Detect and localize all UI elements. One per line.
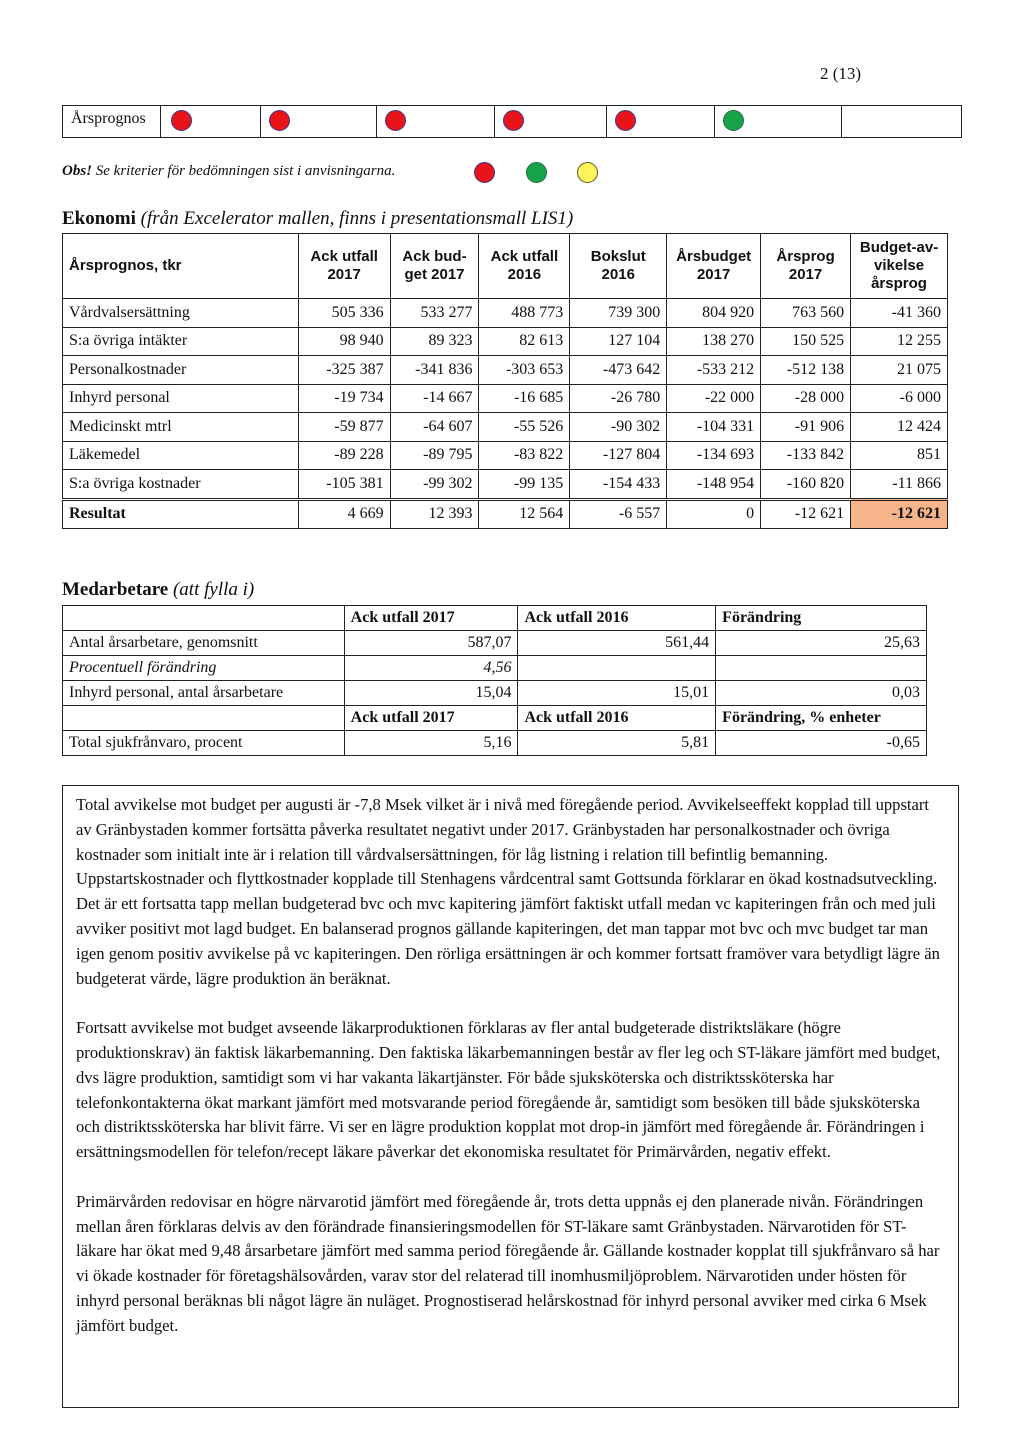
prognos-cell-2 [261,106,377,137]
ekonomi-column-header: Årsbudget 2017 [667,234,761,299]
medarbetare-heading [62,579,254,601]
table-cell: 15,01 [518,681,716,706]
status-legend [474,162,614,186]
table-cell: -127 804 [570,441,667,470]
criteria-note [62,163,395,180]
row-label: Personalkostnader [63,356,299,385]
row-label: Procentuell förändring [63,656,345,681]
table-cell: 505 336 [298,299,390,328]
table-cell: -105 381 [298,470,390,500]
table-cell: -473 642 [570,356,667,385]
table-cell: 15,04 [344,681,518,706]
table-cell: 763 560 [761,299,851,328]
medarbetare-title: Medarbetare [62,579,169,600]
table-cell: -14 667 [390,384,479,413]
row-label: Vårdvalsersättning [63,299,299,328]
criteria-note-text: Se kriterier för bedömningen sist i anvisningarna. [92,163,396,179]
table-cell: 150 525 [761,327,851,356]
row-label: Läkemedel [63,441,299,470]
table-cell: -341 836 [390,356,479,385]
commentary-paragraph: Fortsatt avvikelse mot budget avseende läkarproduktionen förklaras av fler antal budgeterade distriktsläkare (högre produktionskrav) än faktisk läkarbemanning. Den faktiska läkarbemanningen består av fler leg och ST-läkare jämfört med budget, dvs lägre produktion, samtidigt som vi har vakanta läkartjänster. För både sjuksköterska och distriktssköterska har telefonkontakterna ökat markant jämfört med motsvarande period föregående år, samtidigt som besöken till både sjuksköterska och distriktssköterska har blivit färre. Vi ser en lägre produktion kopplat mot drop-in jämfört med föregående år. Förändringen i ersättningsmodellen för telefon/recept läkare påverkar det ekonomiska resultatet för Primärvården, negativ effekt. [76,1018,941,1162]
table-row [63,356,948,385]
ekonomi-column-header: Budget-av- vikelse årsprog [851,234,948,299]
table-cell: -12 621 [851,499,948,528]
legend-dot-icon [474,162,495,183]
table-cell: 0 [667,499,761,528]
row-label: Antal årsarbetare, genomsnitt [63,631,345,656]
row-label: Medicinskt mtrl [63,413,299,442]
ekonomi-subtitle: (från Excelerator mallen, finns i presentationsmall LIS1) [135,208,574,229]
row-label: Resultat [63,499,299,528]
row-label: S:a övriga kostnader [63,470,299,500]
table-cell: -160 820 [761,470,851,500]
table-cell: 5,81 [518,731,716,756]
ekonomi-body [63,299,948,529]
status-dot-icon [503,110,524,131]
column-header: Förändring, % enheter [716,706,927,731]
table-cell: -6 557 [570,499,667,528]
table-cell: -154 433 [570,470,667,500]
table-cell: 12 424 [851,413,948,442]
column-header: Förändring [716,606,927,631]
table-cell: 488 773 [479,299,570,328]
table-cell: -99 302 [390,470,479,500]
status-dot-icon [171,110,192,131]
table-row [63,681,927,706]
legend-dot-icon [577,162,598,183]
ekonomi-heading [62,208,573,230]
ekonomi-column-header: Årsprognos, tkr [63,234,299,299]
table-row [63,656,927,681]
commentary-paragraph: Primärvården redovisar en högre närvarotid jämfört med föregående år, trots detta uppnås ej den planerade nivån. Förändringen mellan åren förklaras delvis av den förändrade finansieringsmodellen för ST-läkare samt Gränbystaden. Närvarotiden för ST-läkare har ökat med 9,48 årsarbetare jämfört med samma period föregående år. Gällande kostnader kopplat till sjukfrånvaro så har vi ökade kostnader för företagshälsovården, varav stor del relaterad till inomhusmiljöproblem. Närvarotiden under hösten för inhyrd personal beräknas bli något lägre än nuläget. Prognostiserad helårskostnad för inhyrd personal avviker med cirka 6 Msek jämfört budget. [76,1191,940,1335]
medarbetare-table [62,605,927,756]
ekonomi-column-header: Ack bud- get 2017 [390,234,479,299]
table-row [63,441,948,470]
row-label: S:a övriga intäkter [63,327,299,356]
table-cell: -6 000 [851,384,948,413]
status-dot-icon [269,110,290,131]
column-header: Ack utfall 2016 [518,606,716,631]
table-cell: -11 866 [851,470,948,500]
commentary-paragraph: Total avvikelse mot budget per augusti är -7,8 Msek vilket är i nivå med föregående period. Avvikelseeffekt kopplad till uppstart av Gränbystaden kommer fortsätta påverka resultatet negativt under 2017. Gränbystaden har personalkostnader och övriga kostnader som initialt inte är i relation till vårdvalsersättningen, för låg listning i relation till befintlig bemanning. Uppstartskostnader och flyttkostnader kopplade till Stenhagens vårdcentral samt Gottsunda förklarar en ökad kostnadsutveckling. Det är ett fortsatta tapp mellan budgeterad bvc och mvc kapitering jämfört faktiskt utfall medan vc kapiteringen från och med juli avviker positivt mot lagd budget. En balanserad prognos gällande kapiteringen, det man tappar mot bvc och mvc budget tar man igen genom positiv avvikelse på vc kapiteringen. Den rörliga ersättningen är och kommer fortsatt framöver vara betydligt lägre än budgeterat värde, lägre produktion än beräknat. [76,795,940,988]
table-cell: 851 [851,441,948,470]
table-cell: 89 323 [390,327,479,356]
table-cell: -91 906 [761,413,851,442]
row-label: Total sjukfrånvaro, procent [63,731,345,756]
column-header [63,606,345,631]
table-cell [716,656,927,681]
table-cell: 4 669 [298,499,390,528]
status-dot-icon [615,110,636,131]
prognos-cell-4 [495,106,607,137]
table-cell: 12 564 [479,499,570,528]
page-number: 2 (13) [820,64,862,83]
table-row [63,470,948,500]
table-cell: -64 607 [390,413,479,442]
table-cell: -0,65 [716,731,927,756]
ekonomi-title: Ekonomi [62,208,136,229]
table-cell: -26 780 [570,384,667,413]
row-label: Inhyrd personal [63,384,299,413]
prognos-cell-3 [377,106,495,137]
prognos-label: Årsprognos [71,110,146,127]
table-cell: -90 302 [570,413,667,442]
table-row [63,631,927,656]
table-cell: 804 920 [667,299,761,328]
prognos-label-cell [63,106,161,137]
medarbetare-header-row [63,706,927,731]
legend-dot-icon [526,162,547,183]
table-cell: -104 331 [667,413,761,442]
table-row [63,413,948,442]
table-cell: 127 104 [570,327,667,356]
table-row [63,299,948,328]
medarbetare-header-row [63,606,927,631]
table-cell: -59 877 [298,413,390,442]
table-cell: -89 228 [298,441,390,470]
table-cell: 82 613 [479,327,570,356]
table-cell: 0,03 [716,681,927,706]
table-cell: 561,44 [518,631,716,656]
table-row [63,731,927,756]
table-cell [518,656,716,681]
prognos-cell-6 [715,106,842,137]
table-cell: -22 000 [667,384,761,413]
table-cell: 5,16 [344,731,518,756]
prognos-cell-5 [607,106,715,137]
table-cell: 98 940 [298,327,390,356]
table-cell: 4,56 [344,656,518,681]
commentary-box [62,785,959,1408]
table-cell: 21 075 [851,356,948,385]
prognos-cell-1 [161,106,261,137]
medarbetare-subtitle: (att fylla i) [168,579,255,600]
medarbetare-body [63,606,927,756]
table-row [63,327,948,356]
table-row [63,384,948,413]
ekonomi-table [62,233,948,529]
table-cell: -134 693 [667,441,761,470]
ekonomi-column-header: Årsprog 2017 [761,234,851,299]
column-header: Ack utfall 2017 [344,606,518,631]
column-header [63,706,345,731]
table-cell: -89 795 [390,441,479,470]
ekonomi-header-row [63,234,948,299]
table-cell: -28 000 [761,384,851,413]
result-row [63,499,948,528]
status-dot-icon [723,110,744,131]
column-header: Ack utfall 2017 [344,706,518,731]
ekonomi-column-header: Bokslut 2016 [570,234,667,299]
prognos-indicator-table [62,105,962,138]
table-cell: -533 212 [667,356,761,385]
ekonomi-column-header: Ack utfall 2016 [479,234,570,299]
status-dot-icon [385,110,406,131]
table-cell: -512 138 [761,356,851,385]
table-cell: 138 270 [667,327,761,356]
table-cell: 739 300 [570,299,667,328]
ekonomi-column-header: Ack utfall 2017 [298,234,390,299]
table-cell: 12 255 [851,327,948,356]
table-cell: 587,07 [344,631,518,656]
table-cell: -83 822 [479,441,570,470]
criteria-note-prefix: Obs! [62,163,93,179]
table-cell: -19 734 [298,384,390,413]
table-cell: -41 360 [851,299,948,328]
table-cell: -148 954 [667,470,761,500]
table-cell: -55 526 [479,413,570,442]
table-cell: -133 842 [761,441,851,470]
table-cell: -325 387 [298,356,390,385]
table-cell: -16 685 [479,384,570,413]
prognos-cell-7 [842,106,961,137]
row-label: Inhyrd personal, antal årsarbetare [63,681,345,706]
column-header: Ack utfall 2016 [518,706,716,731]
table-cell: -99 135 [479,470,570,500]
table-cell: 533 277 [390,299,479,328]
table-cell: -12 621 [761,499,851,528]
table-cell: 25,63 [716,631,927,656]
table-cell: 12 393 [390,499,479,528]
table-cell: -303 653 [479,356,570,385]
